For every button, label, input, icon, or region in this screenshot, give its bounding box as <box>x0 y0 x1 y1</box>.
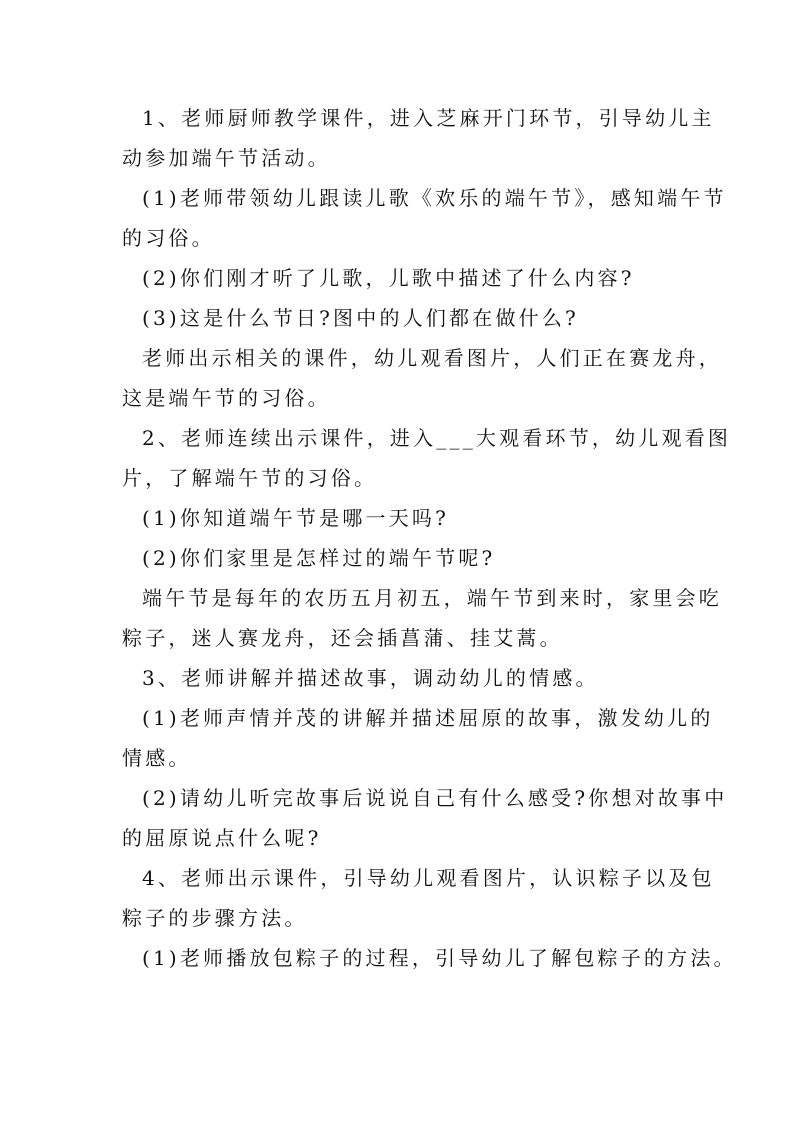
text-line: (1)你知道端午节是哪一天吗? <box>142 506 450 530</box>
text-line: 老师出示相关的课件，幼儿观看图片，人们正在赛龙舟， <box>142 346 722 370</box>
text-line: 粽子，迷人赛龙舟，还会插菖蒲、挂艾蒿。 <box>122 626 563 650</box>
text-line: 端午节是每年的农历五月初五，端午节到来时，家里会吃 <box>142 586 722 610</box>
text-line: 这是端午节的习俗。 <box>122 386 331 410</box>
text-line: 2、老师连续出示课件，进入___大观看环节，幼儿观看图 <box>142 426 732 450</box>
text-line: 1、老师厨师教学课件，进入芝麻开门环节，引导幼儿主 <box>142 106 715 130</box>
text-line: 3、老师讲解并描述故事，调动幼儿的情感。 <box>142 666 599 690</box>
text-line: 情感。 <box>122 746 192 770</box>
text-line: (2)你们家里是怎样过的端午节呢? <box>142 546 496 570</box>
text-line: 动参加端午节活动。 <box>122 146 331 170</box>
text-line: (3)这是什么节日?图中的人们都在做什么? <box>142 306 579 330</box>
text-line: (2)请幼儿听完故事后说说自己有什么感受?你想对故事中 <box>142 786 728 810</box>
document-body <box>122 98 737 978</box>
text-line: 粽子的步骤方法。 <box>122 906 308 930</box>
text-line: (1)老师播放包粽子的过程，引导幼儿了解包粽子的方法。 <box>142 946 737 970</box>
text-line: 的屈原说点什么呢? <box>122 826 322 850</box>
text-line: 4、老师出示课件，引导幼儿观看图片，认识粽子以及包 <box>142 866 715 890</box>
text-line: (1)老师带领幼儿跟读儿歌《欢乐的端午节》，感知端午节 <box>142 186 727 210</box>
text-line: 的习俗。 <box>122 226 215 250</box>
text-line: 片，了解端午节的习俗。 <box>122 466 378 490</box>
text-line: (2)你们刚才听了儿歌，儿歌中描述了什么内容? <box>142 266 635 290</box>
text-line: (1)老师声情并茂的讲解并描述屈原的故事，激发幼儿的 <box>142 706 714 730</box>
